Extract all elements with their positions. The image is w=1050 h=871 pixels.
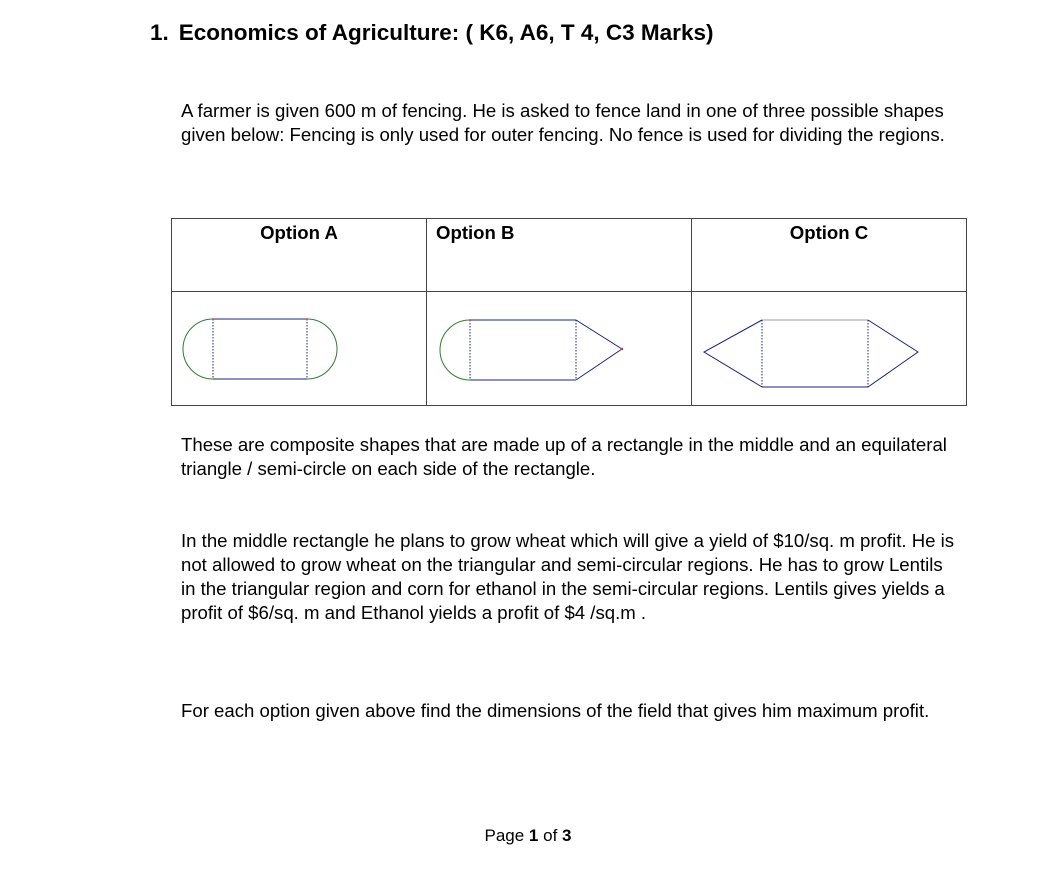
option-b-shape-cell	[427, 292, 692, 406]
option-a-label: Option A	[260, 222, 338, 243]
question-heading	[150, 20, 713, 46]
option-b-triangle-top-edge	[576, 320, 622, 349]
footer-total-pages: 3	[562, 826, 572, 845]
option-b-triangle-bottom-edge	[576, 349, 622, 380]
intro-paragraph: A farmer is given 600 m of fencing. He is asked to fence land in one of three possible shapes given below: Fencing is only used for outer fencing. No fence is used for dividing the regions.	[181, 100, 945, 145]
option-c-label: Option C	[789, 222, 869, 243]
option-c-shape	[692, 292, 966, 405]
question-number: 1.	[150, 20, 169, 45]
footer-page-word: Page	[484, 826, 525, 845]
options-shape-row	[172, 292, 967, 406]
option-b-corner-marker	[469, 319, 471, 321]
option-a-shape	[172, 292, 426, 405]
composite-shapes-note: These are composite shapes that are made up of a rectangle in the middle and an equilateral triangle / semi-circle on each side of the rectangle.	[181, 434, 947, 479]
options-header-row	[172, 219, 967, 292]
task-paragraph: For each option given above find the dimensions of the field that gives him maximum profit.	[181, 700, 930, 721]
option-b-left-semicircle	[440, 320, 470, 380]
option-a-shape-cell	[172, 292, 427, 406]
option-a-left-semicircle	[183, 319, 213, 379]
options-table	[171, 218, 967, 406]
option-b-header-cell	[427, 219, 692, 292]
question-title: Economics of Agriculture: ( K6, A6, T 4, C3 Marks)	[178, 20, 714, 45]
option-c-header-cell	[692, 219, 967, 292]
footer-of-word: of	[543, 826, 558, 845]
profit-info-paragraph: In the middle rectangle he plans to grow wheat which will give a yield of $10/sq. m profit. He is not allowed to grow wheat on the triangular and semi-circular regions. He has to grow Lentils in the triangular region and corn for ethanol in the semi-circular regions. Lentils gives yields a profit of $6/sq. m and Ethanol yields a profit of $4 /sq.m .	[181, 530, 955, 623]
option-a-corner-marker	[212, 318, 214, 320]
option-b-tip-marker	[621, 348, 623, 350]
option-b-label: Option B	[436, 222, 515, 243]
footer-current-page: 1	[528, 826, 539, 845]
option-a-right-semicircle	[307, 319, 337, 379]
option-a-header-cell	[172, 219, 427, 292]
option-c-left-triangle	[704, 320, 762, 387]
page-footer	[0, 826, 1050, 846]
option-a-corner-marker	[306, 318, 308, 320]
option-c-shape-cell	[692, 292, 967, 406]
option-b-shape	[427, 292, 691, 405]
option-c-right-triangle	[868, 320, 918, 387]
